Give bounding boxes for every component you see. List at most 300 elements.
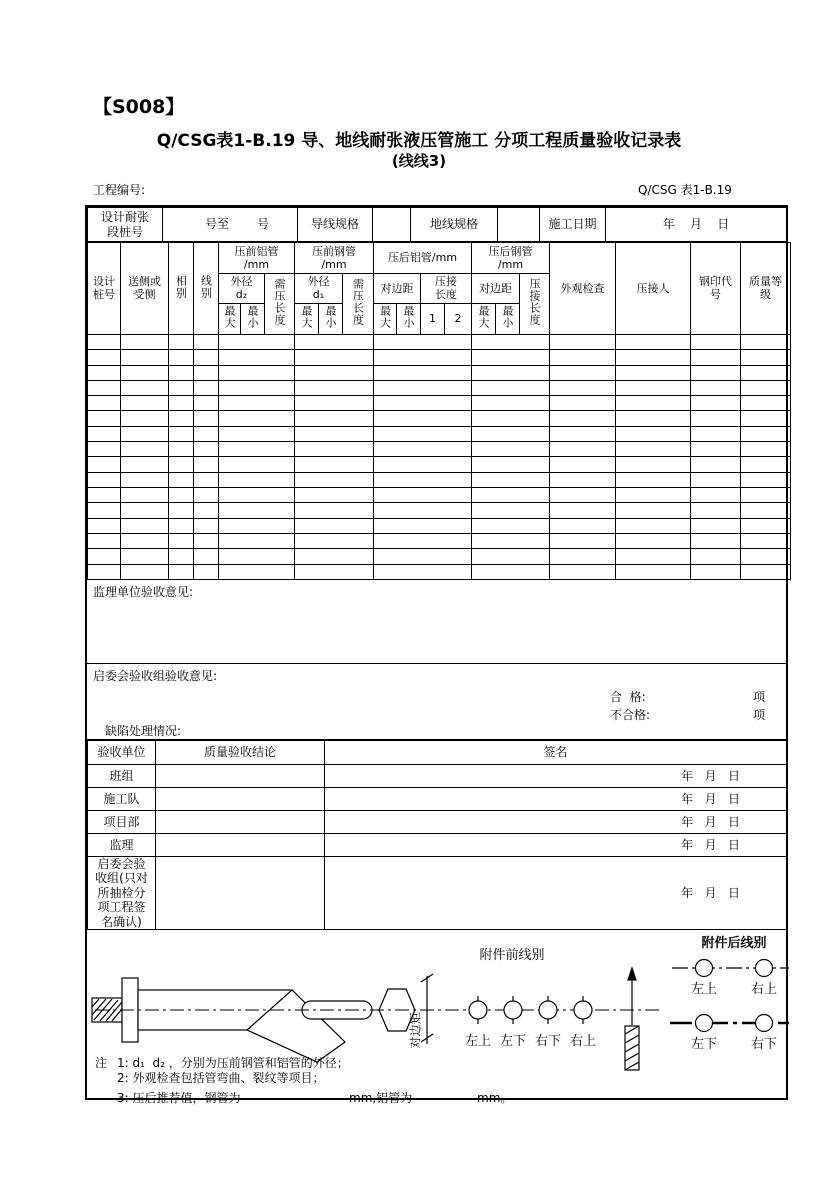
data-cell[interactable] <box>194 396 219 411</box>
data-cell[interactable] <box>550 365 616 380</box>
data-cell[interactable] <box>691 533 741 548</box>
data-cell[interactable] <box>374 411 472 426</box>
data-row <box>88 488 791 503</box>
data-cell[interactable] <box>219 411 295 426</box>
data-cell[interactable] <box>169 564 194 579</box>
data-cell[interactable] <box>194 564 219 579</box>
sign-row-team-label: 班组 <box>88 765 156 788</box>
sub-header-max: 最大 <box>472 304 496 335</box>
data-cell[interactable] <box>691 488 741 503</box>
record-form <box>85 205 788 1105</box>
data-cell[interactable] <box>616 472 691 487</box>
to-label: 号 <box>256 217 269 232</box>
data-cell[interactable] <box>741 533 791 548</box>
data-cell[interactable] <box>550 533 616 548</box>
data-row <box>88 396 791 411</box>
col-header-side: 送侧或受侧 <box>121 243 169 335</box>
data-cell[interactable] <box>616 503 691 518</box>
sign-conclusion-cell[interactable] <box>156 765 325 788</box>
fail-count-unit: 项 <box>753 708 766 722</box>
data-cell[interactable] <box>169 396 194 411</box>
data-cell[interactable] <box>374 564 472 579</box>
col-header-stamp-code: 钢印代号 <box>691 243 741 335</box>
committee-opinion-section[interactable] <box>87 664 786 740</box>
sub-header-flat-distance: 对边距 <box>374 273 421 304</box>
data-cell[interactable] <box>121 380 169 395</box>
data-cell[interactable] <box>295 380 374 395</box>
data-cell[interactable] <box>88 426 121 441</box>
data-cell[interactable] <box>88 350 121 365</box>
conductor-spec-value[interactable] <box>373 208 411 242</box>
sub-header-outer-dia-d1: 外径 d₁ <box>295 273 343 304</box>
data-rows <box>88 334 791 579</box>
position-label: 右下 <box>750 1036 777 1052</box>
data-cell[interactable] <box>194 533 219 548</box>
data-cell[interactable] <box>169 488 194 503</box>
data-cell[interactable] <box>741 518 791 533</box>
sub-header-outer-dia-d2: 外径 d₂ <box>219 273 265 304</box>
data-cell[interactable] <box>741 411 791 426</box>
col-header-phase: 相别 <box>169 243 194 335</box>
sign-row-project-dept-label: 项目部 <box>88 811 156 834</box>
design-section-label: 设计耐张段桩号 <box>88 208 163 242</box>
form-reference: Q/CSG 表1-B.19 <box>638 183 732 197</box>
data-cell[interactable] <box>616 549 691 564</box>
data-cell[interactable] <box>550 411 616 426</box>
measurement-table <box>87 242 791 580</box>
data-cell[interactable] <box>219 503 295 518</box>
data-cell[interactable] <box>295 457 374 472</box>
data-cell[interactable] <box>194 549 219 564</box>
data-cell[interactable] <box>472 334 550 349</box>
data-cell[interactable] <box>88 533 121 548</box>
data-cell[interactable] <box>374 350 472 365</box>
sign-header-signature: 签名 <box>325 741 787 765</box>
data-cell[interactable] <box>121 518 169 533</box>
data-cell[interactable] <box>194 365 219 380</box>
data-cell[interactable] <box>374 442 472 457</box>
flat-distance-dim-label: 对边矩 <box>408 1012 423 1049</box>
data-cell[interactable] <box>194 380 219 395</box>
project-number-label: 工程编号: <box>93 183 146 197</box>
data-cell[interactable] <box>219 365 295 380</box>
data-cell[interactable] <box>88 442 121 457</box>
data-cell[interactable] <box>88 503 121 518</box>
data-cell[interactable] <box>121 533 169 548</box>
data-cell[interactable] <box>691 457 741 472</box>
sub-header-1: 1 <box>421 304 445 335</box>
sub-header-max: 最大 <box>295 304 319 335</box>
data-cell[interactable] <box>295 350 374 365</box>
data-cell[interactable] <box>616 426 691 441</box>
data-cell[interactable] <box>550 488 616 503</box>
data-cell[interactable] <box>741 334 791 349</box>
data-cell[interactable] <box>169 457 194 472</box>
data-cell[interactable] <box>88 518 121 533</box>
after-attachment-title: 附件后线别 <box>701 935 767 951</box>
data-cell[interactable] <box>88 549 121 564</box>
data-cell[interactable] <box>691 365 741 380</box>
compression-tube <box>122 978 372 1062</box>
data-cell[interactable] <box>219 564 295 579</box>
data-cell[interactable] <box>616 518 691 533</box>
info-row-table <box>87 207 787 242</box>
pass-count-unit: 项 <box>753 690 766 704</box>
col-header-presser: 压接人 <box>616 243 691 335</box>
data-cell[interactable] <box>616 442 691 457</box>
supervisor-opinion-section[interactable] <box>87 580 786 664</box>
data-cell[interactable] <box>194 334 219 349</box>
data-cell[interactable] <box>194 350 219 365</box>
group-header-post-aluminum: 压后铝管/mm <box>374 243 472 274</box>
data-cell[interactable] <box>295 533 374 548</box>
data-cell[interactable] <box>194 518 219 533</box>
data-cell[interactable] <box>88 365 121 380</box>
data-cell[interactable] <box>295 472 374 487</box>
col-header-stake: 设计桩号 <box>88 243 121 335</box>
committee-opinion-label: 启委会验收组验收意见: <box>93 669 218 683</box>
data-cell[interactable] <box>88 380 121 395</box>
data-cell[interactable] <box>374 365 472 380</box>
sign-date-cell[interactable]: 年 月 日 <box>325 834 787 857</box>
data-cell[interactable] <box>741 457 791 472</box>
position-label: 左下 <box>690 1036 717 1052</box>
data-cell[interactable] <box>88 334 121 349</box>
data-cell[interactable] <box>616 564 691 579</box>
sign-row-crew-label: 施工队 <box>88 788 156 811</box>
data-cell[interactable] <box>374 518 472 533</box>
data-row <box>88 380 791 395</box>
data-cell[interactable] <box>550 350 616 365</box>
data-cell[interactable] <box>169 503 194 518</box>
data-cell[interactable] <box>169 380 194 395</box>
data-cell[interactable] <box>219 518 295 533</box>
data-cell[interactable] <box>550 564 616 579</box>
data-cell[interactable] <box>616 334 691 349</box>
data-cell[interactable] <box>741 503 791 518</box>
sign-header-conclusion: 质量验收结论 <box>156 741 325 765</box>
conductor-spec-label: 导线规格 <box>298 208 373 242</box>
sign-conclusion-cell[interactable] <box>156 788 325 811</box>
data-cell[interactable] <box>169 518 194 533</box>
data-cell[interactable] <box>219 334 295 349</box>
data-cell[interactable] <box>741 426 791 441</box>
col-header-line: 线别 <box>194 243 219 335</box>
data-cell[interactable] <box>472 365 550 380</box>
data-cell[interactable] <box>550 457 616 472</box>
data-cell[interactable] <box>88 564 121 579</box>
data-cell[interactable] <box>691 334 741 349</box>
data-cell[interactable] <box>691 564 741 579</box>
data-cell[interactable] <box>472 503 550 518</box>
data-row <box>88 503 791 518</box>
data-row <box>88 365 791 380</box>
data-cell[interactable] <box>194 457 219 472</box>
data-cell[interactable] <box>295 564 374 579</box>
data-cell[interactable] <box>219 472 295 487</box>
data-cell[interactable] <box>616 350 691 365</box>
ground-spec-value[interactable] <box>498 208 540 242</box>
data-cell[interactable] <box>691 518 741 533</box>
data-cell[interactable] <box>295 426 374 441</box>
data-cell[interactable] <box>194 442 219 457</box>
sub-header-press-len: 压接长度 <box>421 273 472 304</box>
sub-header-flat-distance: 对边距 <box>472 273 520 304</box>
data-cell[interactable] <box>219 380 295 395</box>
data-row <box>88 411 791 426</box>
data-cell[interactable] <box>616 533 691 548</box>
data-cell[interactable] <box>88 411 121 426</box>
data-cell[interactable] <box>169 365 194 380</box>
data-cell[interactable] <box>616 488 691 503</box>
signature-table <box>87 740 787 930</box>
sign-date-cell[interactable]: 年 月 日 <box>325 788 787 811</box>
data-row <box>88 472 791 487</box>
data-cell[interactable] <box>550 334 616 349</box>
sub-header-min: 最小 <box>496 304 520 335</box>
data-cell[interactable] <box>550 518 616 533</box>
from-label: 号至 <box>205 217 230 232</box>
position-label: 右下 <box>534 1033 561 1049</box>
note-mark: 注 <box>95 1055 108 1070</box>
after-bottom-row <box>670 1014 789 1031</box>
group-header-pre-aluminum: 压前铝管 /mm <box>219 243 295 274</box>
position-label: 左上 <box>464 1033 491 1049</box>
form-code: 【S008】 <box>93 96 185 118</box>
sub-header-max: 最大 <box>219 304 241 335</box>
data-cell[interactable] <box>616 365 691 380</box>
data-cell[interactable] <box>295 334 374 349</box>
data-row <box>88 549 791 564</box>
data-cell[interactable] <box>374 334 472 349</box>
data-cell[interactable] <box>88 472 121 487</box>
data-cell[interactable] <box>121 488 169 503</box>
data-cell[interactable] <box>374 533 472 548</box>
data-cell[interactable] <box>219 488 295 503</box>
supervisor-opinion-label: 监理单位验收意见: <box>93 585 194 599</box>
data-cell[interactable] <box>121 396 169 411</box>
data-cell[interactable] <box>374 488 472 503</box>
data-cell[interactable] <box>295 518 374 533</box>
data-cell[interactable] <box>121 442 169 457</box>
data-cell[interactable] <box>374 503 472 518</box>
data-cell[interactable] <box>169 549 194 564</box>
sign-date-cell[interactable]: 年 月 日 <box>325 857 787 930</box>
data-cell[interactable] <box>616 396 691 411</box>
data-cell[interactable] <box>691 503 741 518</box>
sign-conclusion-cell[interactable] <box>156 811 325 834</box>
data-row <box>88 564 791 579</box>
data-cell[interactable] <box>472 442 550 457</box>
data-cell[interactable] <box>616 380 691 395</box>
note-3-part1: 3: 压后推荐值，钢管为 <box>117 1090 241 1105</box>
sub-header-need-press-len: 需压长度 <box>343 273 374 334</box>
data-cell[interactable] <box>295 442 374 457</box>
data-cell[interactable] <box>121 334 169 349</box>
data-cell[interactable] <box>691 472 741 487</box>
data-cell[interactable] <box>472 564 550 579</box>
data-cell[interactable] <box>169 426 194 441</box>
data-cell[interactable] <box>472 472 550 487</box>
data-cell[interactable] <box>550 503 616 518</box>
data-cell[interactable] <box>121 472 169 487</box>
data-cell[interactable] <box>121 426 169 441</box>
data-cell[interactable] <box>121 365 169 380</box>
data-cell[interactable] <box>121 503 169 518</box>
data-cell[interactable] <box>741 350 791 365</box>
data-cell[interactable] <box>88 396 121 411</box>
data-cell[interactable] <box>741 472 791 487</box>
data-cell[interactable] <box>194 488 219 503</box>
data-cell[interactable] <box>295 365 374 380</box>
data-cell[interactable] <box>616 411 691 426</box>
data-cell[interactable] <box>741 380 791 395</box>
data-cell[interactable] <box>741 549 791 564</box>
construction-date-label: 施工日期 <box>540 208 606 242</box>
position-label: 左上 <box>690 981 717 997</box>
sub-header-min: 最小 <box>319 304 343 335</box>
data-cell[interactable] <box>472 533 550 548</box>
data-row <box>88 518 791 533</box>
data-cell[interactable] <box>194 426 219 441</box>
data-cell[interactable] <box>472 380 550 395</box>
data-cell[interactable] <box>550 380 616 395</box>
data-cell[interactable] <box>550 549 616 564</box>
data-cell[interactable] <box>295 411 374 426</box>
data-cell[interactable] <box>616 457 691 472</box>
sign-row-committee-label: 启委会验收组(只对所抽检分项工程签名确认) <box>88 857 156 930</box>
data-cell[interactable] <box>169 334 194 349</box>
group-header-pre-steel: 压前钢管 /mm <box>295 243 374 274</box>
data-cell[interactable] <box>295 488 374 503</box>
data-cell[interactable] <box>691 350 741 365</box>
data-cell[interactable] <box>121 549 169 564</box>
note-3-part3: mm。 <box>477 1090 513 1105</box>
data-cell[interactable] <box>121 350 169 365</box>
data-cell[interactable] <box>219 442 295 457</box>
before-attachment-title: 附件前线别 <box>479 947 545 963</box>
data-cell[interactable] <box>121 564 169 579</box>
page-subtitle: (线线3) <box>391 152 447 170</box>
data-cell[interactable] <box>169 472 194 487</box>
data-cell[interactable] <box>691 396 741 411</box>
data-cell[interactable] <box>472 411 550 426</box>
defect-handling-label: 缺陷处理情况: <box>105 724 182 738</box>
data-cell[interactable] <box>219 426 295 441</box>
data-cell[interactable] <box>169 442 194 457</box>
data-cell[interactable] <box>194 503 219 518</box>
sub-header-min: 最小 <box>397 304 421 335</box>
data-cell[interactable] <box>295 549 374 564</box>
data-cell[interactable] <box>472 488 550 503</box>
data-cell[interactable] <box>374 457 472 472</box>
data-cell[interactable] <box>88 457 121 472</box>
data-cell[interactable] <box>374 426 472 441</box>
data-cell[interactable] <box>691 549 741 564</box>
position-label: 右上 <box>750 981 777 997</box>
data-cell[interactable] <box>691 380 741 395</box>
sign-date-cell[interactable]: 年 月 日 <box>325 811 787 834</box>
data-cell[interactable] <box>472 396 550 411</box>
data-cell[interactable] <box>169 533 194 548</box>
note-2: 2: 外观检查包括管弯曲、裂纹等项目； <box>117 1070 325 1085</box>
data-cell[interactable] <box>741 488 791 503</box>
page-title: Q/CSG表1-B.19 导、地线耐张液压管施工 分项工程质量验收记录表 <box>156 131 682 151</box>
data-cell[interactable] <box>295 503 374 518</box>
data-cell[interactable] <box>295 396 374 411</box>
data-cell[interactable] <box>194 472 219 487</box>
ground-spec-label: 地线规格 <box>411 208 498 242</box>
sign-header-unit: 验收单位 <box>88 741 156 765</box>
data-cell[interactable] <box>741 365 791 380</box>
data-cell[interactable] <box>691 411 741 426</box>
sign-conclusion-cell[interactable] <box>156 834 325 857</box>
data-cell[interactable] <box>472 518 550 533</box>
data-cell[interactable] <box>374 549 472 564</box>
col-header-appearance: 外观检查 <box>550 243 616 335</box>
data-cell[interactable] <box>374 396 472 411</box>
data-cell[interactable] <box>741 442 791 457</box>
data-cell[interactable] <box>121 457 169 472</box>
data-cell[interactable] <box>691 442 741 457</box>
data-cell[interactable] <box>374 380 472 395</box>
data-cell[interactable] <box>472 426 550 441</box>
position-label: 右上 <box>569 1033 596 1049</box>
data-cell[interactable] <box>472 549 550 564</box>
sign-row-supervisor-label: 监理 <box>88 834 156 857</box>
data-cell[interactable] <box>194 411 219 426</box>
data-cell[interactable] <box>88 488 121 503</box>
data-cell[interactable] <box>374 472 472 487</box>
data-row <box>88 350 791 365</box>
data-cell[interactable] <box>121 411 169 426</box>
col-header-quality-grade: 质量等级 <box>741 243 791 335</box>
data-row <box>88 457 791 472</box>
position-label: 左下 <box>499 1033 526 1049</box>
data-cell[interactable] <box>691 426 741 441</box>
construction-date-value[interactable]: 年 月 日 <box>606 208 787 242</box>
data-cell[interactable] <box>550 472 616 487</box>
data-cell[interactable] <box>550 396 616 411</box>
sign-date-cell[interactable]: 年 月 日 <box>325 765 787 788</box>
data-cell[interactable] <box>219 549 295 564</box>
note-1: 1: d₁ d₂ ，分别为压前钢管和铝管的外径； <box>117 1055 349 1070</box>
data-cell[interactable] <box>550 426 616 441</box>
note-3-part2: mm,铝管为 <box>349 1090 413 1105</box>
data-cell[interactable] <box>219 533 295 548</box>
data-cell[interactable] <box>169 350 194 365</box>
data-cell[interactable] <box>472 457 550 472</box>
data-cell[interactable] <box>550 442 616 457</box>
data-cell[interactable] <box>219 457 295 472</box>
data-cell[interactable] <box>741 564 791 579</box>
section-range-field[interactable] <box>163 208 298 242</box>
sub-header-max: 最大 <box>374 304 397 335</box>
diagram-section <box>87 930 786 1106</box>
data-row <box>88 426 791 441</box>
data-cell[interactable] <box>219 396 295 411</box>
sign-conclusion-cell[interactable] <box>156 857 325 930</box>
data-cell[interactable] <box>169 411 194 426</box>
hatched-plate <box>625 1026 639 1070</box>
sub-header-min: 最小 <box>241 304 265 335</box>
up-arrow <box>628 968 636 1025</box>
data-cell[interactable] <box>472 350 550 365</box>
sub-header-press-len: 压接长度 <box>520 273 550 334</box>
data-cell[interactable] <box>741 396 791 411</box>
data-row <box>88 334 791 349</box>
data-cell[interactable] <box>219 350 295 365</box>
